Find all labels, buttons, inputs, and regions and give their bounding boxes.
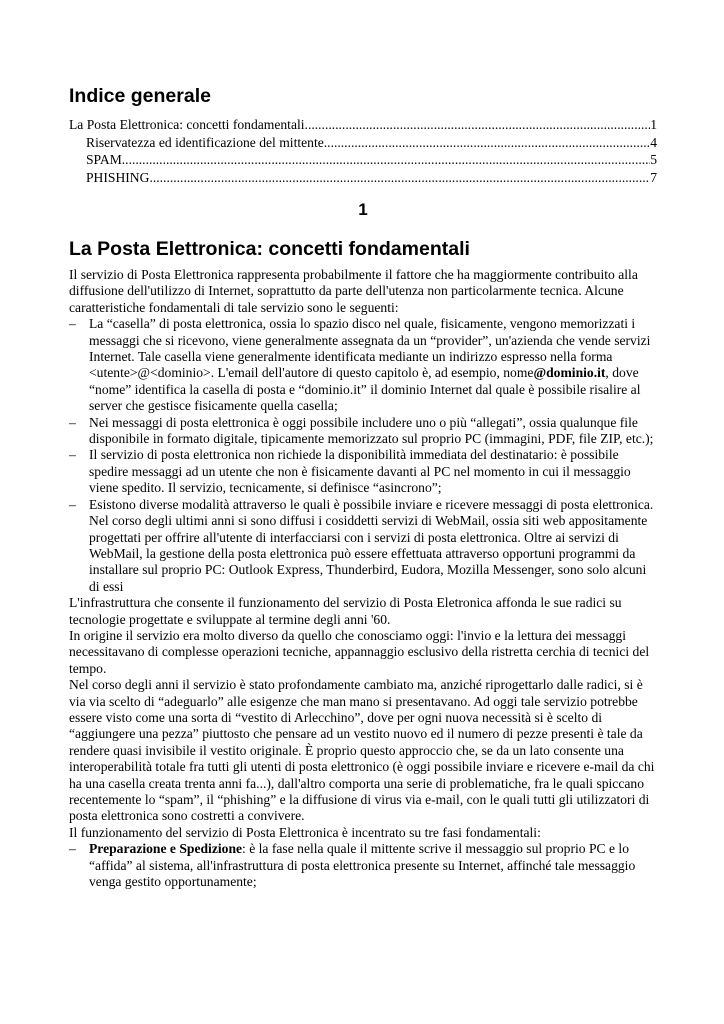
toc-entry-title: SPAM [86, 152, 122, 167]
paragraph: In origine il servizio era molto diverso da quello che conosciamo oggi: l'invio e la lettura dei messaggi necessitavano di complesse operazioni tecniche, appannaggio esclusivo della ristretta cerchia di tecnici del tempo. [69, 627, 650, 676]
paragraph: L'infrastruttura che consente il funzionamento del servizio di Posta Eletronica affonda le sue radici su tecnologie progettate e sviluppate al termine degli anni '60. [69, 595, 622, 627]
toc-entry-title: PHISHING [86, 169, 150, 185]
toc-leader-dots [305, 116, 651, 134]
chapter-title: La Posta Elettronica: concetti fondamentali [69, 238, 470, 260]
table-of-contents [69, 116, 657, 186]
phases-list [69, 841, 657, 890]
toc-entry-title: Riservatezza ed identificazione del mittente [86, 134, 324, 150]
toc-entry-page: 4 [650, 134, 657, 150]
toc-entry-page: 1 [650, 117, 657, 132]
page-content [69, 84, 657, 890]
toc-entry[interactable] [69, 169, 657, 187]
toc-entry-title: La Posta Elettronica: concetti fondamentali [69, 117, 305, 132]
list-item: – Nei messaggi di posta elettronica è oggi possibile includere uno o più “allegati”, ossia qualunque file disponibile in formato digitale, tipicamente memorizzato sul proprio PC (immagini, PDF, file ZIP, etc.); [69, 415, 657, 448]
list-item [69, 316, 657, 414]
toc-entry[interactable] [69, 116, 657, 134]
list-item [69, 841, 657, 890]
toc-heading: Indice generale [69, 85, 211, 107]
toc-entry-page: 5 [650, 152, 657, 167]
toc-leader-dots [324, 134, 650, 152]
paragraph: Il funzionamento del servizio di Posta Elettronica è incentrato su tre fasi fondamentali: [69, 824, 541, 840]
toc-leader-dots [149, 169, 650, 187]
feature-text: , dove “nome” identifica la casella di posta e “dominio.it” il dominio Internet dal quale è possibile risalire al server che gestisce fisicamente quella casella; [89, 365, 641, 414]
chapter-body [69, 267, 657, 890]
phase-text: : è la fase nella quale il mittente scrive il messaggio sul proprio PC e lo “affida” al sistema, all'infrastruttura di posta elettronica presente su Internet, affinché tale messaggio venga gestito opportunamente; [89, 841, 636, 890]
list-item: – Il servizio di posta elettronica non richiede la disponibilità immediata del destinatario: è possibile spedire messaggi ad un utente che non è fisicamente davanti al PC nel momento in cui il messaggio viene spedito. Il servizio, tecnicamente, si definisce “asincrono”; [69, 447, 657, 496]
phase-title: Preparazione e Spedizione [89, 841, 243, 857]
intro-paragraph: Il servizio di Posta Elettronica rappresenta probabilmente il fattore che ha maggiormente contribuito alla diffusione dell'utilizzo di Internet, soprattutto da parte dell'utenza non particolarmente tecnica. Alcune caratteristiche fondamentali di tale servizio sono le seguenti: [69, 267, 638, 315]
chapter-number: 1 [358, 200, 368, 219]
toc-entry[interactable] [69, 134, 657, 152]
list-item: – Esistono diverse modalità attraverso le quali è possibile inviare e ricevere messaggi di posta elettronica. Nel corso degli ultimi anni si sono diffusi i cosiddetti servizi di WebMail, ossia siti web appositamente progettati per offrire all'utente di interfacciarsi con i servizi di posta elettronica. Oltre ai servizi di WebMail, la gestione della posta elettronica può essere effettuata attraverso opportuni programmi da installare sul proprio PC: Outlook Express, Thunderbird, Eudora, Mozilla Messenger, sono solo alcuni di essi [69, 497, 657, 595]
toc-leader-dots [122, 151, 650, 169]
features-list [69, 316, 657, 595]
feature-text: La “casella” di posta elettronica, ossia lo spazio disco nel quale, fisicamente, vengono memorizzati i messaggi che si ricevono, viene generalmente assegnata da un “provider”, un'azienda che vende servizi Internet. Tale casella viene generalmente identificata mediante un indirizzo espresso nella forma <utente>@<dominio>. L'email dell'autore di questo capitolo è, ad esempio, nome [89, 316, 651, 381]
toc-entry[interactable] [69, 151, 657, 169]
toc-entry-page: 7 [650, 169, 657, 185]
paragraph: Nel corso degli anni il servizio è stato profondamente cambiato ma, anziché riprogettarlo dalle radici, si è via via scelto di “adeguarlo” alle esigenze che man mano si presentavano. Ad oggi tale servizio potrebbe essere visto come una sorta di “vestito di Arlecchino”, dove per ogni nuova necessità si è scelto di “aggiungere una pezza” piuttosto che pensare ad un vestito nuovo ed il numero di pezze presenti è tale da rendere quasi invisibile il vestito originale. È proprio questo approccio che, se da un lato consente una interoperabilità totale fra tutti gli utenti di posta elettronico (è oggi possibile inviare e ricevere e-mail da chi ha una casella creata trenta anni fa...), dall'altro comporta una serie di problematiche, fra le quali spiccano recentemente lo “spam”, il “phishing” e la diffusione di virus via e-mail, con le quali tutti gli utilizzatori di posta elettronica sono costretti a convivere. [69, 677, 655, 824]
email-domain: @dominio.it [533, 365, 606, 381]
